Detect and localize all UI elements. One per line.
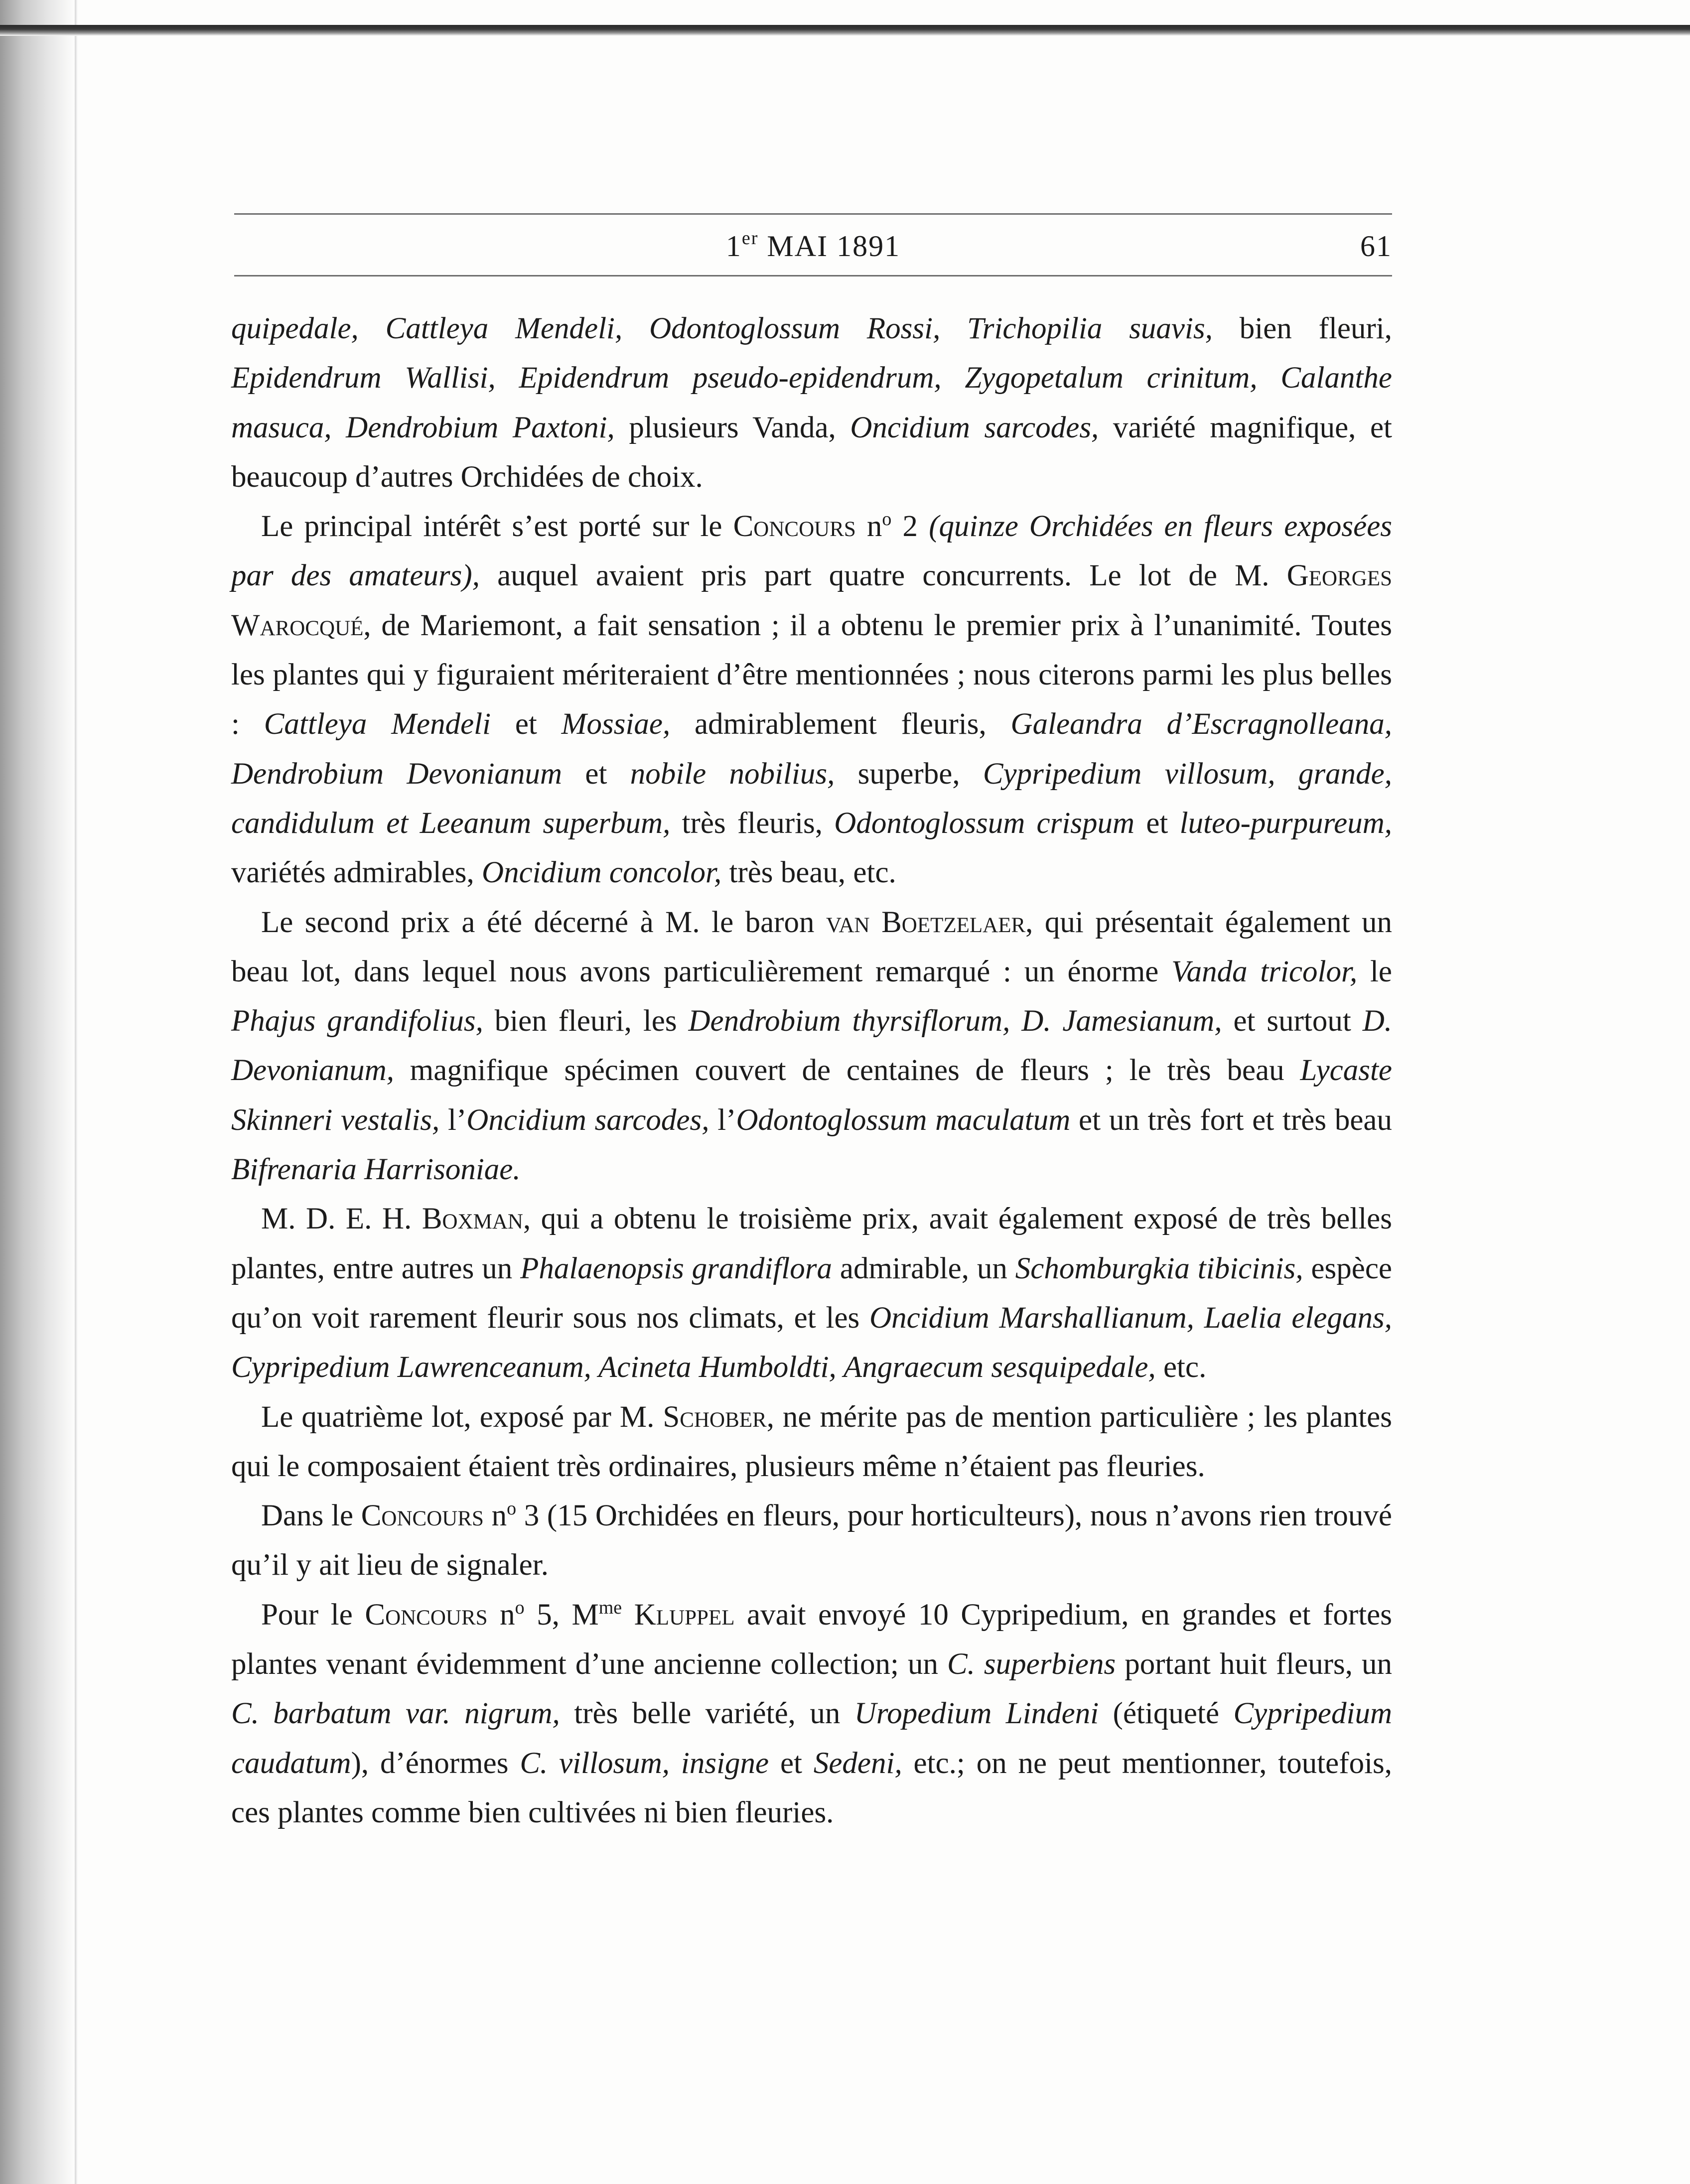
date-ordinal-suffix: er xyxy=(741,228,759,249)
header-rule-top xyxy=(234,213,1392,215)
italic-text: C. barbatum var. nigrum, xyxy=(231,1697,560,1731)
text-run: et xyxy=(562,757,630,791)
text-run: et xyxy=(769,1746,814,1780)
text-run: 2 xyxy=(891,510,929,544)
text-run: etc.; on ne peut mentionner, toutefois, ces plantes comme bien cultivées ni bien fleuries. xyxy=(231,1746,1393,1829)
paragraph-7 xyxy=(231,1590,1392,1837)
text-run: et surtout xyxy=(1222,1004,1363,1038)
text-run: variété magnifique, et beaucoup d’autres Orchidées de choix. xyxy=(231,410,1392,494)
italic-text: Phalaenopsis grandiflora xyxy=(520,1251,832,1285)
italic-text: Cattleya Mendeli xyxy=(264,707,491,741)
text-run: , qui a obtenu le troisième prix, avait également exposé de très belles plantes, entre autres un xyxy=(231,1202,1392,1285)
superscript-text: o xyxy=(507,1498,517,1519)
text-run: et xyxy=(491,707,562,741)
small-caps-text: Boxman xyxy=(422,1202,523,1236)
text-run: et xyxy=(1134,806,1180,840)
text-run: (étiqueté xyxy=(1099,1697,1234,1731)
scan-left-shadow xyxy=(0,0,75,2184)
text-run: plusieurs Vanda, xyxy=(614,410,850,444)
text-run: avait envoyé 10 Cypripedium, en grandes et fortes plantes venant évidemment d’une ancienne collection; un xyxy=(231,1598,1392,1681)
text-run: l’ xyxy=(709,1103,736,1137)
italic-text: Epidendrum Wallisi, Epidendrum pseudo-epidendrum, Zygopetalum crinitum, Calanthe masuca, Dendrobium Paxtoni, xyxy=(231,361,1392,444)
text-run: Le quatrième lot, exposé par M. xyxy=(261,1400,663,1434)
italic-text: (quinze Orchidées en fleurs exposées par des amateurs), xyxy=(231,510,1393,593)
small-caps-text: Concours xyxy=(365,1598,488,1632)
text-run: 5, M xyxy=(524,1598,599,1632)
italic-text: Galeandra d’Escragnolleana, Dendrobium Devonianum xyxy=(231,707,1392,791)
date-month-year: MAI 1891 xyxy=(758,230,901,263)
paragraph-3 xyxy=(231,898,1392,1195)
italic-text: Odontoglossum crispum xyxy=(834,806,1135,840)
text-run: admirablement fleuris, xyxy=(670,707,1011,741)
italic-text: luteo-purpureum, xyxy=(1179,806,1392,840)
text-run: n xyxy=(487,1598,515,1632)
text-run: très belle variété, un xyxy=(560,1697,854,1731)
italic-text: Sedeni, xyxy=(813,1746,902,1780)
text-run: Le second prix a été décerné à M. le baron xyxy=(261,905,826,939)
italic-text: Cypripedium villosum, grande, candidulum et Leeanum superbum, xyxy=(231,757,1393,840)
text-run: n xyxy=(483,1499,507,1533)
italic-text: Mossiae, xyxy=(561,707,671,741)
text-run: ), d’énormes xyxy=(351,1746,520,1780)
small-caps-text: Georges Warocqué xyxy=(231,559,1393,642)
date-ordinal: 1 xyxy=(725,230,742,263)
text-run: 3 (15 Orchidées en fleurs, pour horticulteurs), nous n’avons rien trouvé qu’il y ait lieu de signaler. xyxy=(231,1499,1392,1582)
italic-text: Oncidium sarcodes, xyxy=(850,410,1099,444)
italic-text: D. Devonianum, xyxy=(231,1004,1392,1088)
text-run xyxy=(622,1598,634,1632)
text-run: Pour le xyxy=(261,1598,365,1632)
italic-text: Lycaste Skinneri vestalis, xyxy=(231,1054,1392,1137)
text-run: bien fleuri, les xyxy=(483,1004,689,1038)
running-head xyxy=(234,219,1392,273)
text-run: admirable, un xyxy=(832,1251,1015,1285)
running-head-date xyxy=(234,219,1392,273)
text-run: et un très fort et très beau xyxy=(1070,1103,1392,1137)
italic-text: Oncidium sarcodes, xyxy=(466,1103,709,1137)
text-run: très beau, etc. xyxy=(721,856,896,890)
paragraph-2 xyxy=(231,502,1392,897)
paragraph-5 xyxy=(231,1392,1392,1492)
paragraph-1 xyxy=(231,304,1392,502)
italic-text: Phajus grandifolius, xyxy=(231,1004,483,1038)
header-rule-bottom xyxy=(234,275,1392,276)
paragraph-4 xyxy=(231,1194,1392,1392)
text-run: , qui présentait également un beau lot, dans lequel nous avons particulièrement remarqué : un énorme xyxy=(231,905,1393,988)
text-run: magnifique spécimen couvert de centaines de fleurs ; le très beau xyxy=(394,1054,1300,1088)
italic-text: Cypripedium caudatum xyxy=(231,1697,1392,1780)
text-run: n xyxy=(855,510,882,544)
italic-text: Dendrobium thyrsiflorum, D. Jamesianum, xyxy=(688,1004,1222,1038)
paragraph-6 xyxy=(231,1491,1392,1590)
scan-top-shadow xyxy=(0,25,1690,36)
italic-text: Oncidium Marshallianum, Laelia elegans, Cypripedium Lawrenceanum, Acineta Humboldti, Angraecum sesquipedale, xyxy=(231,1301,1392,1384)
text-run: espèce qu’on voit rarement fleurir sous nos climats, et les xyxy=(231,1251,1392,1335)
text-run: Dans le xyxy=(261,1499,361,1533)
text-run: M. D. E. H. xyxy=(261,1202,422,1236)
italic-text: Oncidium concolor, xyxy=(482,856,722,890)
text-run: le xyxy=(1357,955,1392,988)
text-run: l’ xyxy=(439,1103,467,1137)
text-run: auquel avaient pris part quatre concurrents. Le lot de M. xyxy=(479,559,1287,593)
italic-text: nobile nobilius, xyxy=(630,757,835,791)
text-run: variétés admirables, xyxy=(231,856,482,890)
italic-text: Schomburgkia tibicinis, xyxy=(1015,1251,1303,1285)
small-caps-text: Schober xyxy=(663,1400,767,1434)
small-caps-text: van Boetzelaer xyxy=(826,905,1026,939)
italic-text: quipedale, Cattleya Mendeli, Odontoglossum Rossi, Trichopilia suavis, xyxy=(231,312,1213,345)
page-number: 61 xyxy=(1360,230,1392,263)
italic-text: Uropedium Lindeni xyxy=(854,1697,1099,1731)
italic-text: Bifrenaria Harrisoniae. xyxy=(231,1153,521,1187)
italic-text: Vanda tricolor, xyxy=(1171,955,1358,988)
italic-text: C. superbiens xyxy=(947,1647,1116,1681)
italic-text: C. villosum, insigne xyxy=(520,1746,769,1780)
superscript-text: me xyxy=(598,1597,622,1618)
text-run: Le principal intérêt s’est porté sur le xyxy=(261,510,733,544)
text-run: très fleuris, xyxy=(670,806,835,840)
body-text xyxy=(231,304,1392,1837)
text-run: bien fleuri, xyxy=(1212,312,1392,345)
text-run: portant huit fleurs, un xyxy=(1116,1647,1392,1681)
text-run: , ne mérite pas de mention particulière ; les plantes qui le composaient étaient très ordinaires, plusieurs même n’étaient pas fleuries. xyxy=(231,1400,1392,1483)
superscript-text: o xyxy=(882,509,892,530)
text-run: superbe, xyxy=(835,757,983,791)
italic-text: Odontoglossum maculatum xyxy=(736,1103,1071,1137)
text-run: etc. xyxy=(1155,1351,1207,1384)
superscript-text: o xyxy=(515,1597,525,1618)
small-caps-text: Kluppel xyxy=(634,1598,735,1632)
small-caps-text: Concours xyxy=(733,510,856,544)
scan-left-line xyxy=(75,0,78,2184)
text-run: , de Mariemont, a fait sensation ; il a obtenu le premier prix à l’unanimité. Toutes les plantes qui y figuraient mériteraient d’être mentionnées ; nous citerons parmi les plus belles : xyxy=(231,608,1392,741)
small-caps-text: Concours xyxy=(361,1499,484,1533)
